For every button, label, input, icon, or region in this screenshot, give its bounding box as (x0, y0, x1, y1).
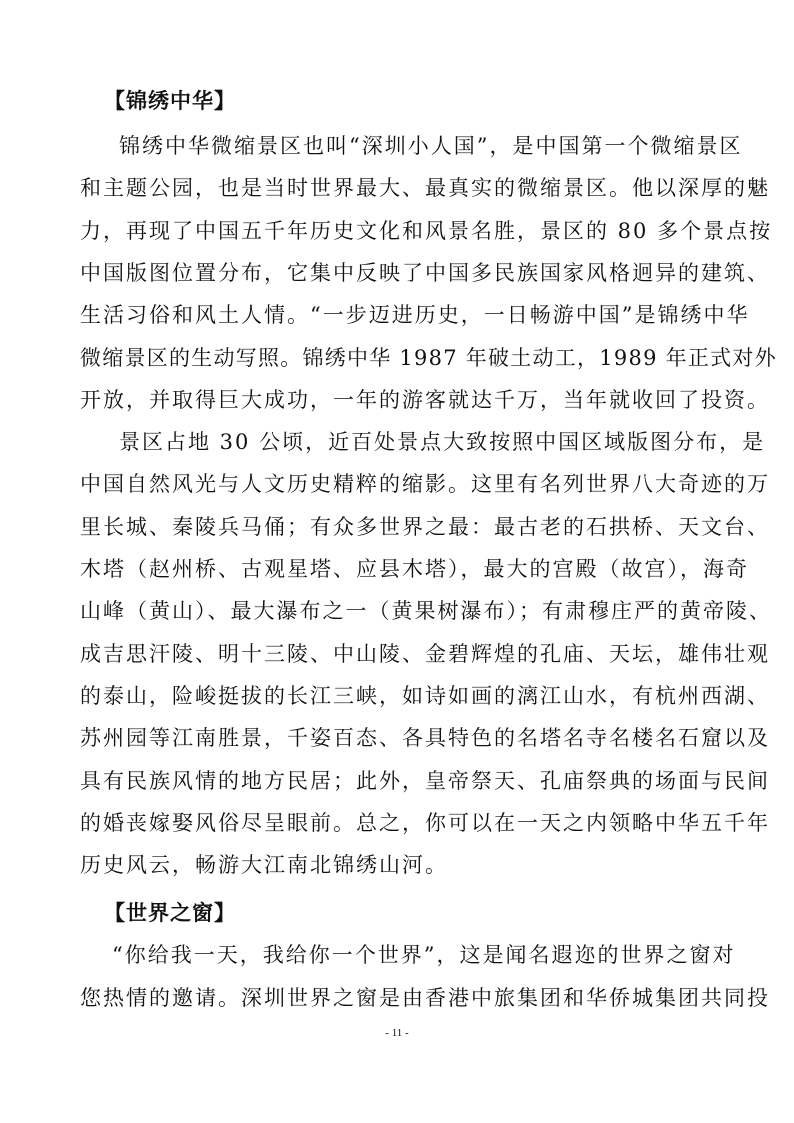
paragraph-line: 山峰（黄山）、最大瀑布之一（黄果树瀑布）；有肃穆庄严的黄帝陵、 (80, 599, 772, 623)
paragraph-line: 的泰山，险峻挺拔的长江三峡，如诗如画的漓江山水，有杭州西湖、 (80, 684, 770, 708)
paragraph-line: 和主题公园，也是当时世界最大、最真实的微缩景区。他以深厚的魅 (80, 176, 770, 200)
paragraph-line: 您热情的邀请。深圳世界之窗是由香港中旅集团和华侨城集团共同投 (80, 986, 770, 1010)
section-heading-jinxiu-zhonghua: 【锦绣中华】 (104, 88, 236, 113)
paragraph-line: 中国自然风光与人文历史精粹的缩影。这里有名列世界八大奇迹的万 (80, 472, 770, 496)
paragraph-line: 景区占地 30 公顷，近百处景点大致按照中国区域版图分布，是 (119, 430, 766, 454)
section-heading-shijie-zhichuang: 【世界之窗】 (104, 900, 236, 925)
paragraph-line: “你给我一天，我给你一个世界”，这是闻名遐迩的世界之窗对 (112, 943, 736, 967)
paragraph-line: 力，再现了中国五千年历史文化和风景名胜，景区的 80 多个景点按 (80, 219, 773, 243)
paragraph-line: 木塔（赵州桥、古观星塔、应县木塔），最大的宫殿（故宫），海奇 (80, 557, 749, 581)
paragraph-line: 苏州园等江南胜景，千姿百态、各具特色的名塔名寺名楼名石窟以及 (80, 726, 770, 750)
paragraph-line: 的婚丧嫁娶风俗尽呈眼前。总之，你可以在一天之内领略中华五千年 (80, 811, 770, 835)
paragraph-line: 锦绣中华微缩景区也叫“深圳小人国”，是中国第一个微缩景区 (119, 134, 743, 158)
paragraph-line: 中国版图位置分布，它集中反映了中国多民族国家风格迥异的建筑、 (80, 261, 770, 285)
page-number: - 11 - (385, 1027, 409, 1039)
paragraph-line: 历史风云，畅游大江南北锦绣山河。 (80, 853, 448, 877)
paragraph-line: 微缩景区的生动写照。锦绣中华 1987 年破土动工，1989 年正式对外 (80, 346, 777, 370)
paragraph-line: 开放，并取得巨大成功，一年的游客就达千万，当年就收回了投资。 (80, 388, 770, 412)
paragraph-line: 里长城、秦陵兵马俑；有众多世界之最：最古老的石拱桥、天文台、 (80, 515, 770, 539)
paragraph-line: 具有民族风情的地方民居；此外，皇帝祭天、孔庙祭典的场面与民间 (80, 769, 770, 793)
paragraph-line: 生活习俗和风土人情。“一步迈进历史，一日畅游中国”是锦绣中华 (80, 303, 750, 327)
paragraph-line: 成吉思汗陵、明十三陵、中山陵、金碧辉煌的孔庙、天坛，雄伟壮观 (80, 642, 770, 666)
